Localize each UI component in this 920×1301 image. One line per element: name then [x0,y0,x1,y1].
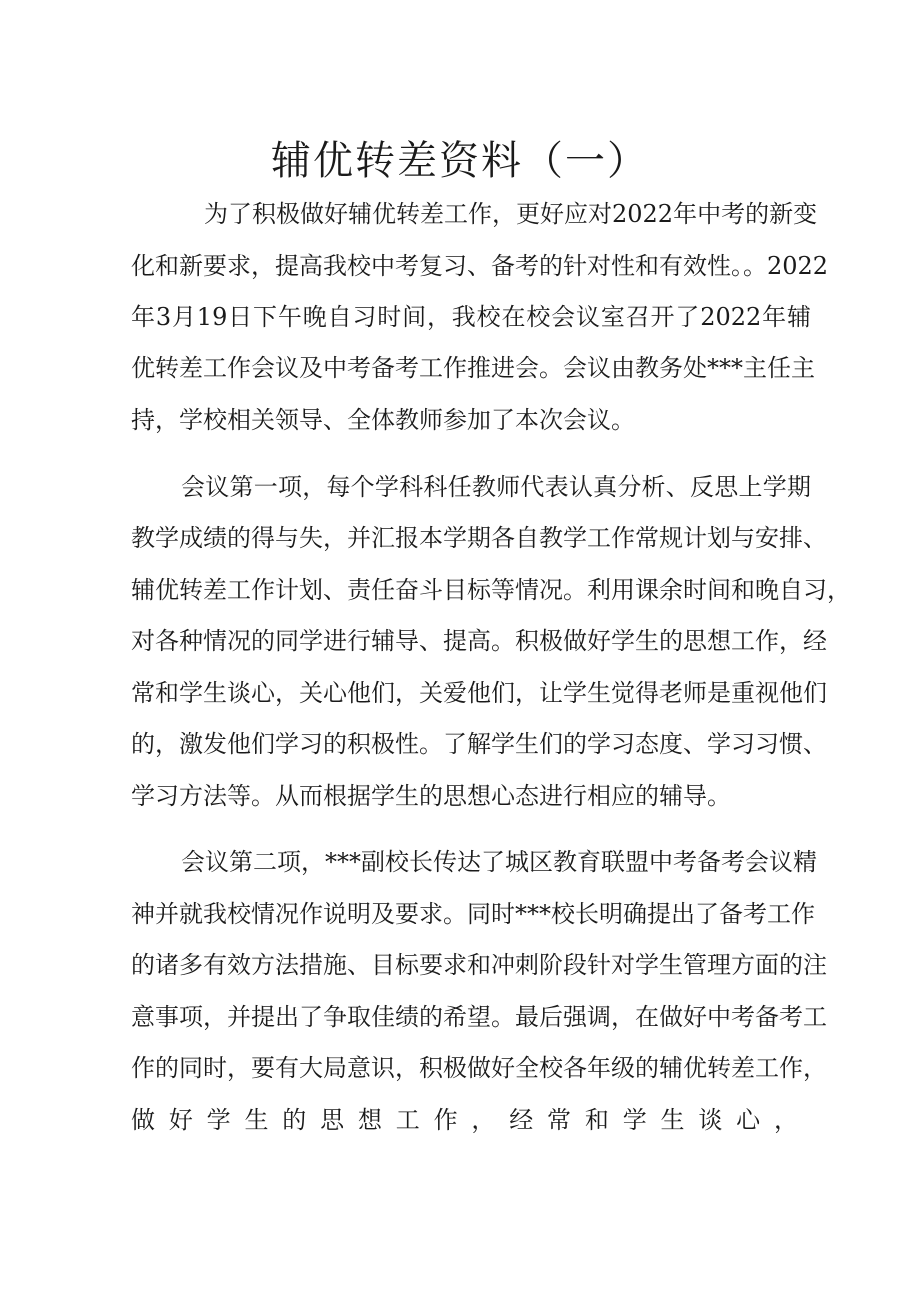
text-line: 的诸多有效方法措施、目标要求和冲刺阶段针对学生管理方面的注 [131,951,827,979]
text-line: 教学成绩的得与失，并汇报本学期各自教学工作常规计划与安排、 [131,524,827,552]
text-line: 化和新要求，提高我校中考复习、备考的针对性和有效性。。2022 [131,252,829,280]
text-line: 为了积极做好辅优转差工作，更好应对2022年中考的新变 [204,200,818,228]
text-line: 意事项，并提出了争取佳绩的希望。最后强调，在做好中考备考工 [131,1003,827,1031]
text-line: 辅优转差工作计划、责任奋斗目标等情况。利用课余时间和晚自习， [131,576,851,604]
text-line: 学习方法等。从而根据学生的思想心态进行相应的辅导。 [131,782,731,810]
text-line: 年3月19日下午晚自习时间，我校在校会议室召开了2022年辅 [131,303,811,331]
text-line: 常和学生谈心，关心他们，关爱他们，让学生觉得老师是重视他们 [131,679,827,707]
text-line: 做好学生的思想工作，经常和学生谈心， [131,1106,811,1134]
text-line: 对各种情况的同学进行辅导、提高。积极做好学生的思想工作，经 [131,627,827,655]
text-line: 作的同时，要有大局意识，积极做好全校各年级的辅优转差工作， [131,1054,827,1082]
text-line: 会议第二项，***副校长传达了城区教育联盟中考备考会议精 [181,848,817,876]
text-line: 会议第一项，每个学科科任教师代表认真分析、反思上学期 [181,473,811,501]
document-title: 辅优转差资料（一） [271,138,649,184]
text-line: 的，激发他们学习的积极性。了解学生们的学习态度、学习习惯、 [131,730,827,758]
text-line: 持，学校相关领导、全体教师参加了本次会议。 [131,406,635,434]
text-line: 神并就我校情况作说明及要求。同时***校长明确提出了备考工作 [131,900,815,928]
text-line: 优转差工作会议及中考备考工作推进会。会议由教务处***主任主 [131,354,815,382]
